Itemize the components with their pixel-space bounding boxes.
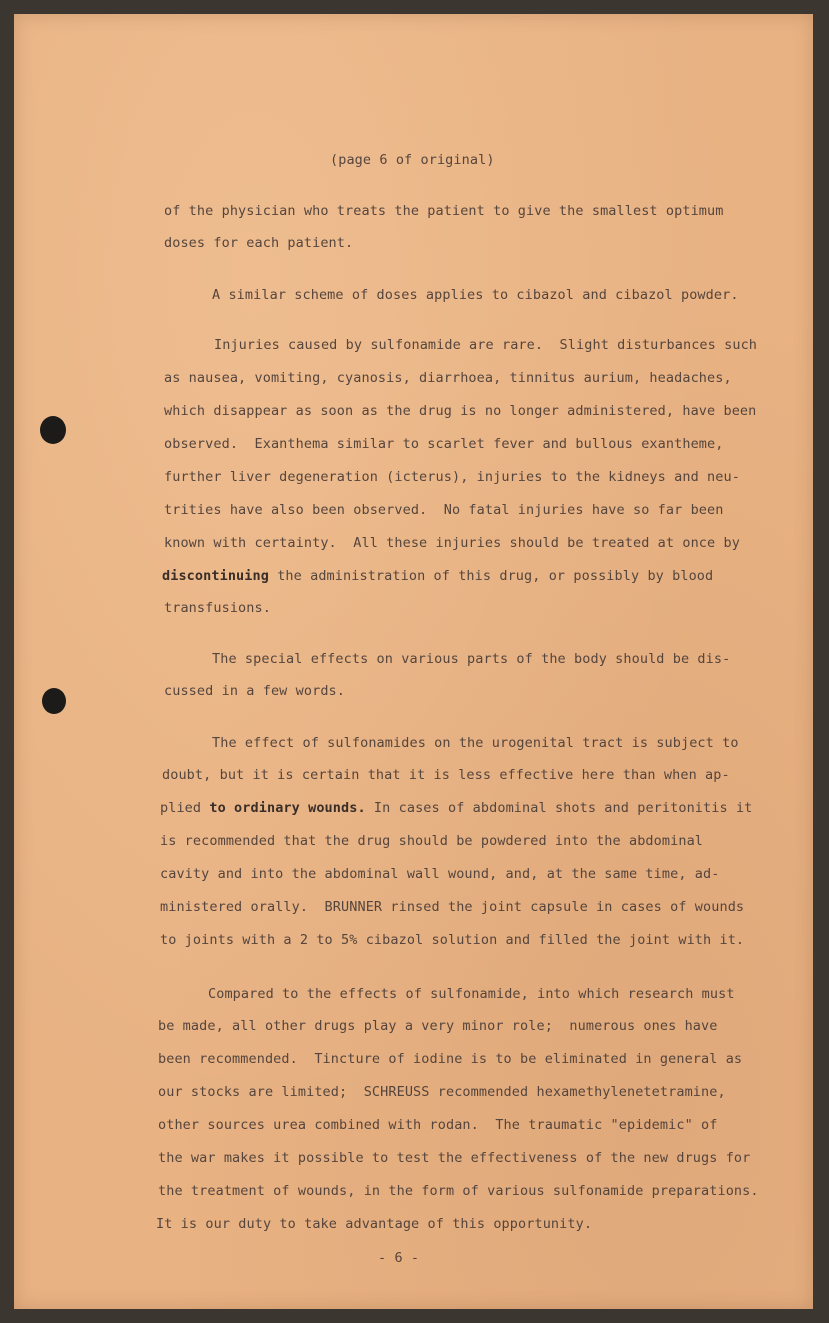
text-line: The special effects on various parts of the body should be dis- [212,651,731,667]
text-line: other sources urea combined with rodan. The traumatic "epidemic" of [158,1117,718,1133]
text-span: plied [160,800,210,816]
text-line: be made, all other drugs play a very minor role; numerous ones have [158,1018,718,1034]
text-line: further liver degeneration (icterus), injuries to the kidneys and neu- [164,469,740,485]
text-line: The effect of sulfonamides on the urogenital tract is subject to [212,735,739,751]
text-line: It is our duty to take advantage of this opportunity. [156,1216,593,1232]
text-line: which disappear as soon as the drug is no longer administered, have been [164,403,757,419]
document-page [14,14,813,1309]
text-line: trities have also been observed. No fatal injuries have so far been [164,502,724,518]
text-line: to joints with a 2 to 5% cibazol solution and filled the joint with it. [160,932,745,948]
text-line: doubt, but it is certain that it is less effective here than when ap- [162,767,730,783]
text-line [160,800,752,816]
text-line: known with certainty. All these injuries should be treated at once by [164,535,740,551]
text-line: Injuries caused by sulfonamide are rare. Slight disturbances such [214,337,758,353]
text-line: ministered orally. BRUNNER rinsed the joint capsule in cases of wounds [160,899,745,915]
overtyped-phrase: to ordinary wounds. [209,800,366,816]
text-line: of the physician who treats the patient to give the smallest optimum [164,203,724,219]
text-line: doses for each patient. [164,235,354,251]
text-line: the war makes it possible to test the effectiveness of the new drugs for [158,1150,751,1166]
text-line: been recommended. Tincture of iodine is to be eliminated in general as [158,1051,743,1067]
page-number: - 6 - [378,1250,420,1266]
text-line: observed. Exanthema similar to scarlet fever and bullous exantheme, [164,436,724,452]
text-span: the administration of this drug, or possibly by blood [268,568,714,584]
text-line: cavity and into the abdominal wall wound, and, at the same time, ad- [160,866,720,882]
punch-hole [42,688,66,714]
text-span: In cases of abdominal shots and peritonitis it [365,800,753,816]
text-line: Compared to the effects of sulfonamide, into which research must [208,986,735,1002]
text-line: A similar scheme of doses applies to cibazol and cibazol powder. [212,287,739,303]
text-line: as nausea, vomiting, cyanosis, diarrhoea, tinnitus aurium, headaches, [164,370,732,386]
text-line: cussed in a few words. [164,683,346,699]
punch-hole [40,416,66,444]
text-line [162,568,713,584]
text-line: our stocks are limited; SCHREUSS recommended hexamethylenetetramine, [158,1084,726,1100]
overtyped-word: discontinuing [162,568,269,584]
page-header: (page 6 of original) [330,152,495,168]
text-line: transfusions. [164,600,271,616]
text-line: is recommended that the drug should be powdered into the abdominal [160,833,704,849]
text-line: the treatment of wounds, in the form of various sulfonamide preparations. [158,1183,759,1199]
